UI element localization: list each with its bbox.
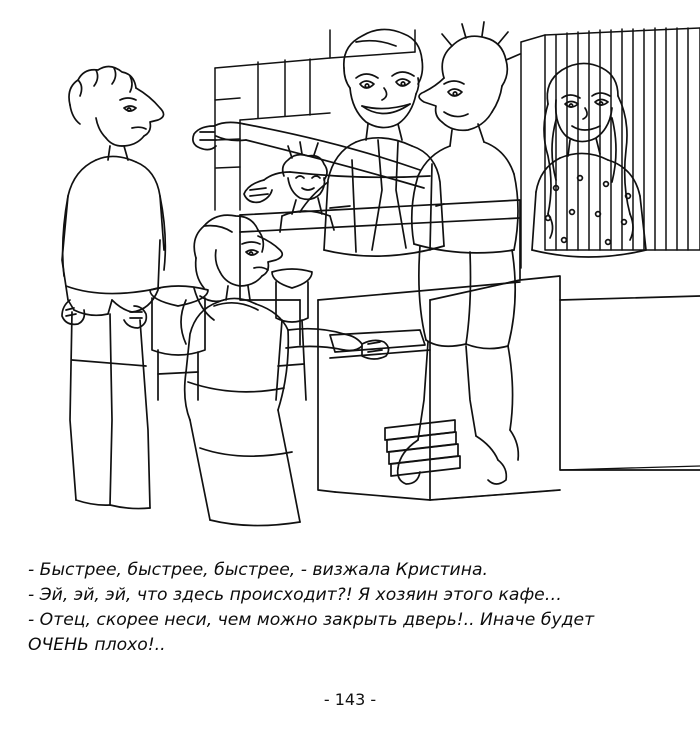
counter-shading (430, 466, 700, 500)
girl-with-tray-character (181, 215, 389, 525)
caption-block (28, 558, 676, 658)
old-man-character (62, 66, 165, 508)
ceiling-beams (215, 30, 415, 210)
counter-furniture (240, 200, 700, 500)
window-background (521, 28, 700, 268)
page-number: - 143 - (323, 690, 377, 709)
leaping-person-character (193, 22, 520, 484)
caption-line-2: - Эй, эй, эй, что здесь происходит?! Я хозяин этого кафе… (28, 585, 562, 605)
caption-line-3: - Отец, скорее неси, чем можно закрыть дверь!.. Иначе будет (28, 610, 595, 630)
caption-line-4: ОЧЕНЬ плохо!.. (28, 635, 166, 655)
caption-line-1: - Быстрее, быстрее, быстрее, - визжала Кристина. (28, 560, 488, 580)
books-stack (385, 420, 460, 476)
